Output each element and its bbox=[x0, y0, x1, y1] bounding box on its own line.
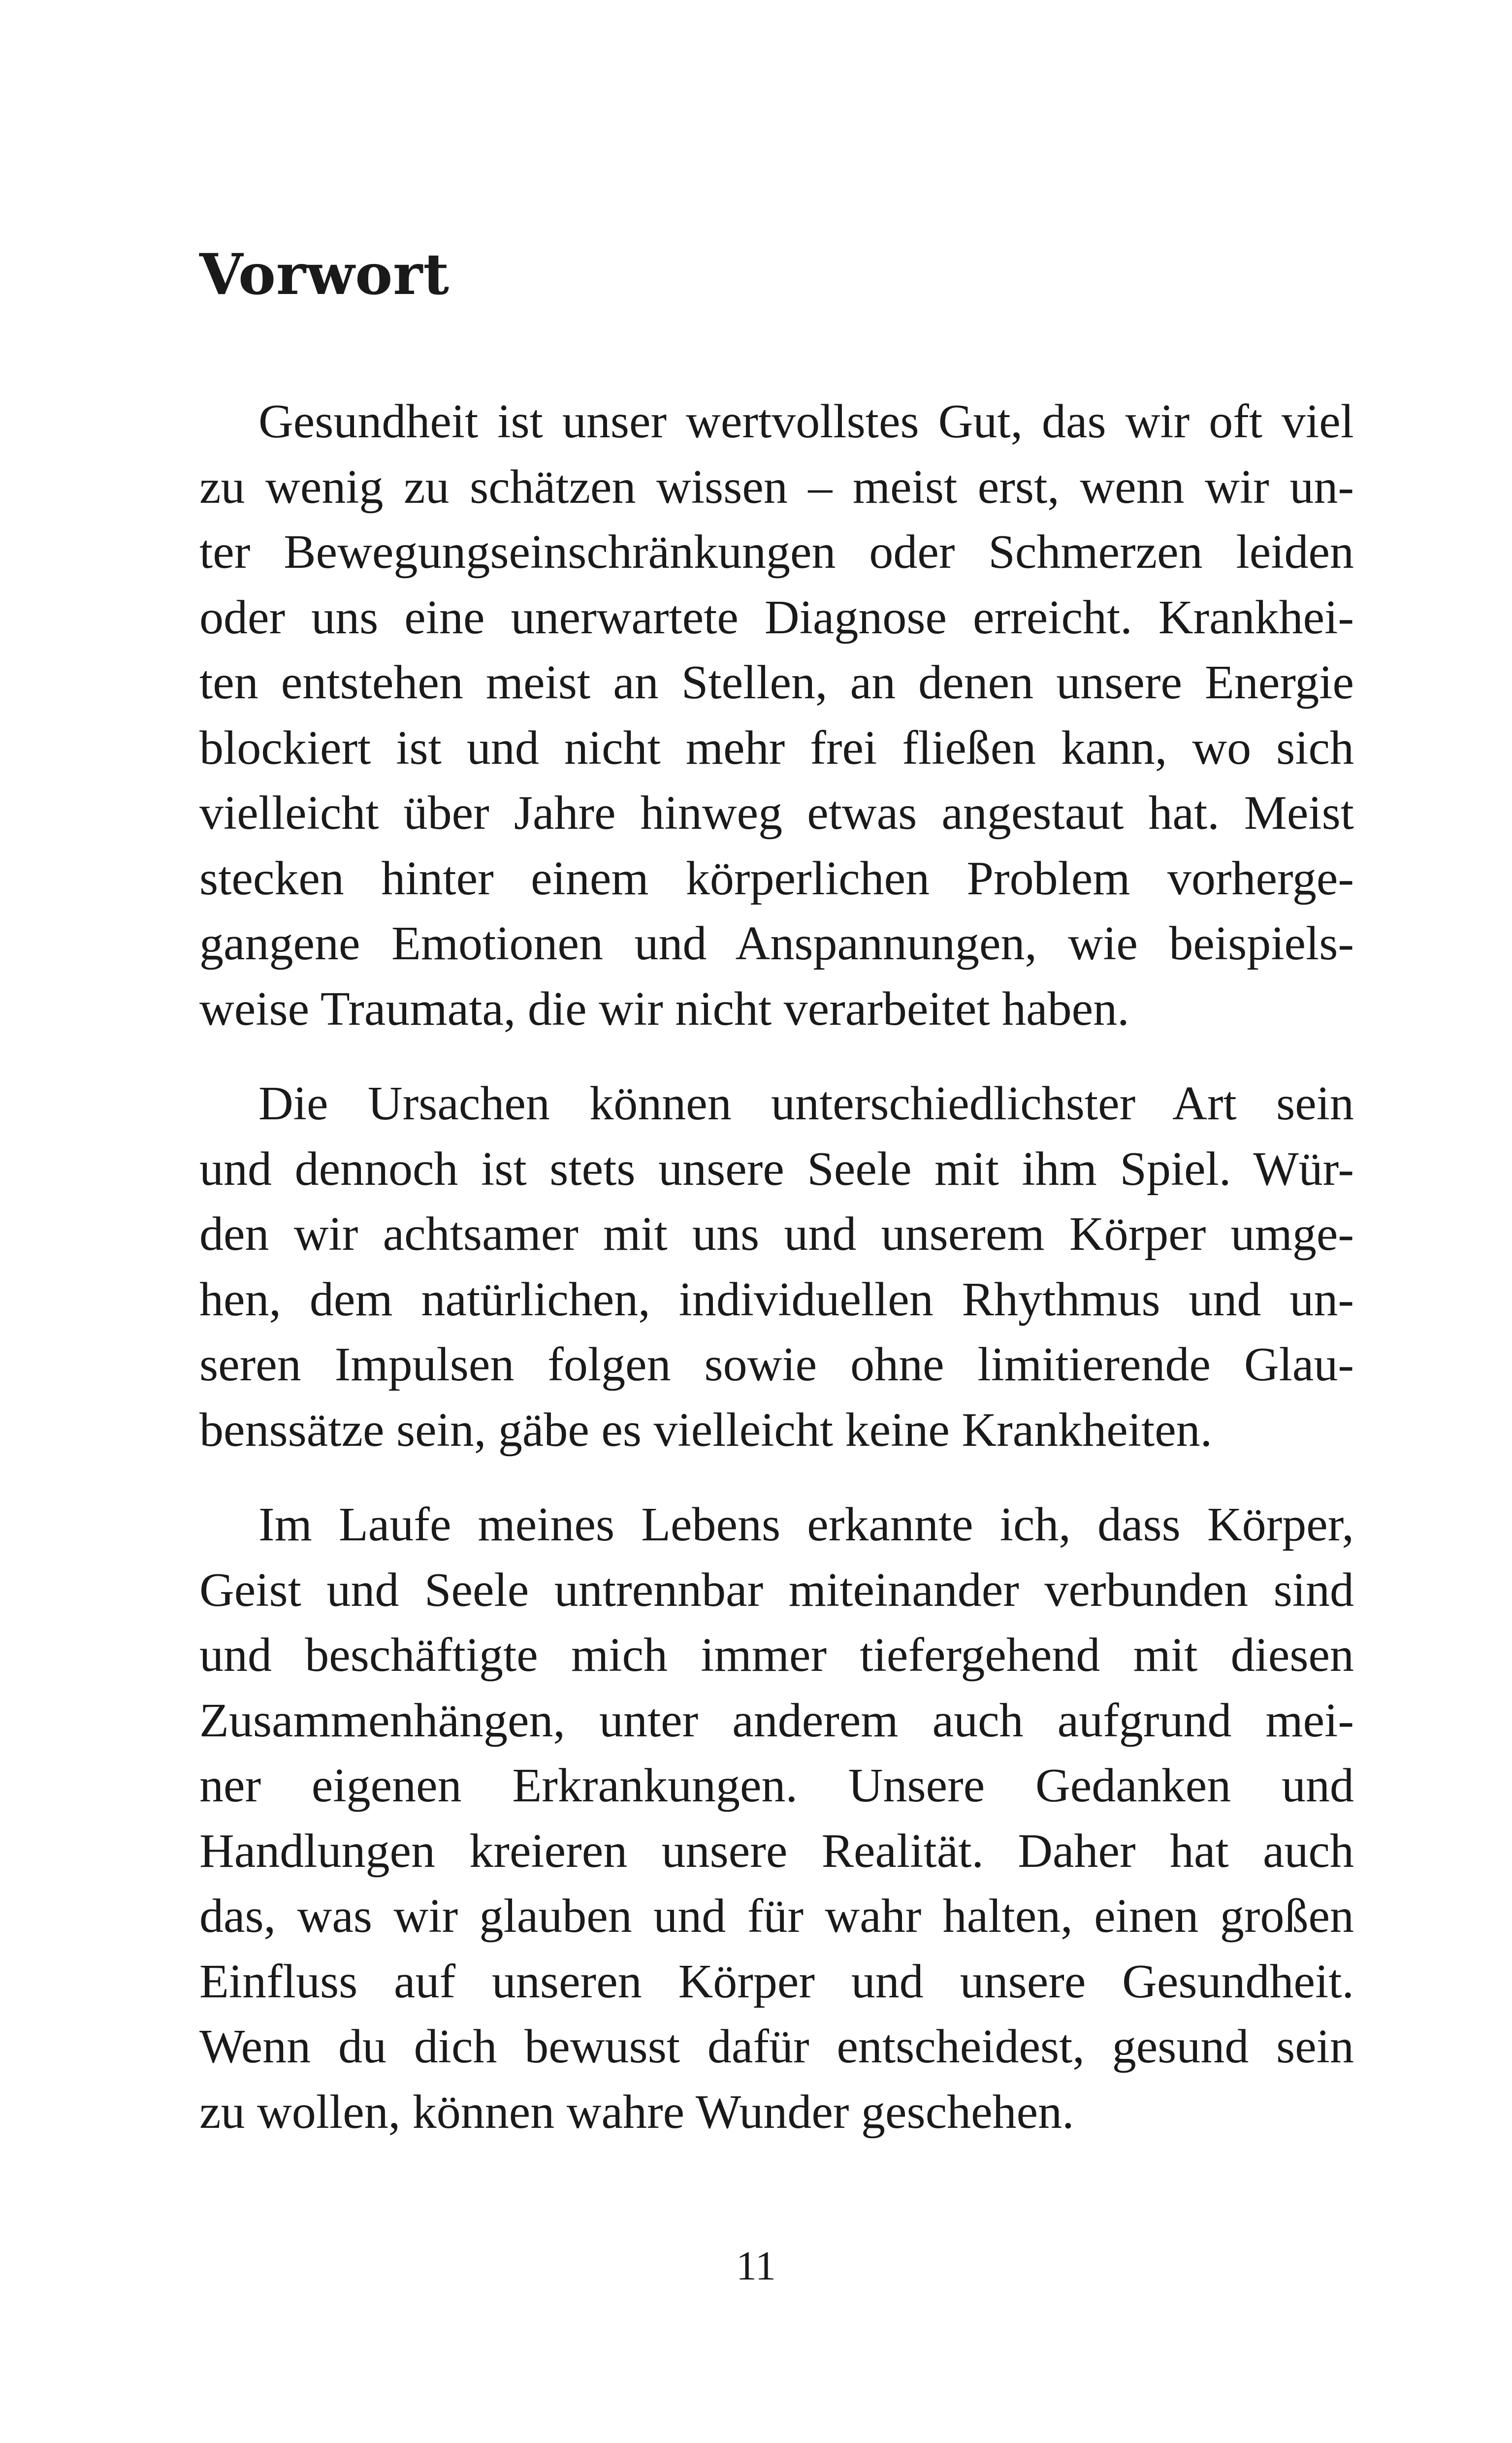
text-line: und beschäftigte mich immer tiefergehend mit diesen bbox=[199, 1629, 1354, 1682]
text-line: gangene Emotionen und Anspannungen, wie beispiels- bbox=[199, 917, 1354, 970]
text-line: Geist und Seele untrennbar miteinander verbunden sind bbox=[199, 1563, 1354, 1617]
text-line: Die Ursachen können unterschiedlichster Art sein bbox=[258, 1077, 1354, 1130]
text-line: ten entstehen meist an Stellen, an denen unsere Energie bbox=[199, 656, 1354, 709]
paragraph-spacer bbox=[199, 1463, 1354, 1492]
text-line: stecken hinter einem körperlichen Problem vorherge- bbox=[199, 851, 1354, 905]
text-line: zu wollen, können wahre Wunder geschehen. bbox=[199, 2085, 1074, 2139]
text-line: zu wenig zu schätzen wissen – meist erst, wenn wir un- bbox=[199, 460, 1354, 514]
text-line: Zusammenhängen, unter anderem auch aufgrund mei- bbox=[199, 1694, 1354, 1747]
paragraph-3 bbox=[199, 1492, 1354, 2145]
paragraph-spacer bbox=[199, 1042, 1354, 1071]
text-line: das, was wir glauben und für wahr halten, einen großen bbox=[199, 1889, 1354, 1943]
text-line: hen, dem natürlichen, individuellen Rhythmus und un- bbox=[199, 1272, 1354, 1326]
page-heading: Vorwort bbox=[199, 241, 450, 307]
page-number: 11 bbox=[736, 2243, 776, 2289]
text-line: Im Laufe meines Lebens erkannte ich, dass Körper, bbox=[258, 1498, 1354, 1551]
text-line: Wenn du dich bewusst dafür entscheidest, gesund sein bbox=[199, 2020, 1354, 2073]
text-line: blockiert ist und nicht mehr frei fließen kann, wo sich bbox=[199, 721, 1354, 775]
text-line: ner eigenen Erkrankungen. Unsere Gedanken und bbox=[199, 1759, 1354, 1812]
text-line: Handlungen kreieren unsere Realität. Daher hat auch bbox=[199, 1824, 1354, 1878]
text-line: vielleicht über Jahre hinweg etwas angestaut hat. Meist bbox=[199, 786, 1354, 840]
body-text bbox=[199, 389, 1354, 2145]
text-line: den wir achtsamer mit uns und unserem Körper umge- bbox=[199, 1207, 1354, 1261]
text-line: benssätze sein, gäbe es vielleicht keine Krankheiten. bbox=[199, 1403, 1213, 1457]
text-line: und dennoch ist stets unsere Seele mit ihm Spiel. Wür- bbox=[199, 1142, 1354, 1196]
paragraph-1 bbox=[199, 389, 1354, 1042]
text-line: weise Traumata, die wir nicht verarbeitet haben. bbox=[199, 982, 1129, 1036]
text-line: oder uns eine unerwartete Diagnose erreicht. Krankhei- bbox=[199, 590, 1354, 644]
text-line: ter Bewegungseinschränkungen oder Schmerzen leiden bbox=[199, 525, 1354, 579]
text-line: Einfluss auf unseren Körper und unsere Gesundheit. bbox=[199, 1954, 1354, 2008]
paragraph-2 bbox=[199, 1071, 1354, 1463]
text-line: seren Impulsen folgen sowie ohne limitierende Glau- bbox=[199, 1338, 1354, 1391]
text-line: Gesundheit ist unser wertvollstes Gut, das wir oft viel bbox=[258, 395, 1354, 448]
